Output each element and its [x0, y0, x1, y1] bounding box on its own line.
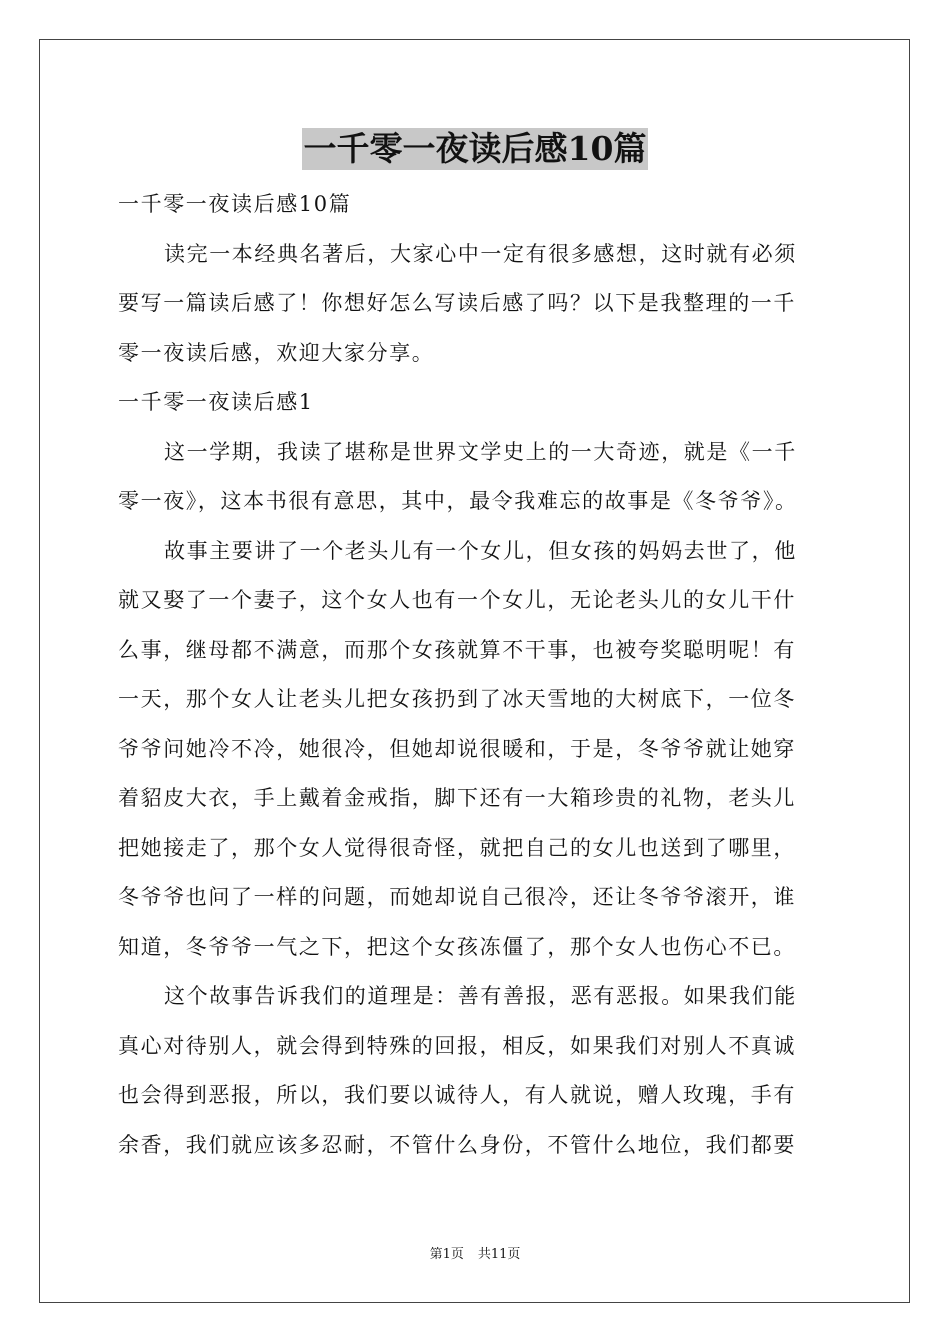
paragraph-line: 真心对待别人，就会得到特殊的回报，相反，如果我们对别人不真诚	[118, 1033, 796, 1058]
paragraph-line: 故事主要讲了一个老头儿有一个女儿，但女孩的妈妈去世了，他	[164, 538, 797, 563]
document-title: 一千零一夜读后感10篇	[303, 129, 647, 168]
subtitle: 一千零一夜读后感10篇	[118, 192, 352, 216]
paragraph-line: 读完一本经典名著后，大家心中一定有很多感想，这时就有必须	[164, 241, 797, 266]
paragraph-line: 爷爷问她冷不冷，她很冷，但她却说很暖和，于是，冬爷爷就让她穿	[118, 736, 796, 761]
section-heading: 一千零一夜读后感1	[118, 390, 314, 414]
paragraph-line: 冬爷爷也问了一样的问题，而她却说自己很冷，还让冬爷爷滚开，谁	[118, 885, 796, 909]
paragraph-line: 也会得到恶报，所以，我们要以诚待人，有人就说，赠人玫瑰，手有	[118, 1083, 796, 1107]
title-area	[0, 128, 950, 170]
paragraph-line: 就又娶了一个妻子，这个女人也有一个女儿，无论老头儿的女儿干什	[118, 588, 796, 612]
paragraph-line: 要写一篇读后感了！你想好怎么写读后感了吗？以下是我整理的一千	[118, 291, 796, 315]
page-number: 第1页	[429, 1247, 464, 1262]
paragraph-line: 着貂皮大衣，手上戴着金戒指，脚下还有一大箱珍贵的礼物，老头儿	[118, 786, 796, 810]
paragraph-line: 余香，我们就应该多忍耐，不管什么身份，不管什么地位，我们都要	[118, 1132, 796, 1157]
paragraph-line: 知道，冬爷爷一气之下，把这个女孩冻僵了，那个女人也伤心不已。	[118, 934, 796, 959]
page-total: 共11页	[477, 1247, 521, 1262]
paragraph-line: 么事，继母都不满意，而那个女孩就算不干事，也被夸奖聪明呢！有	[118, 637, 796, 662]
paragraph-line: 这一学期，我读了堪称是世界文学史上的一大奇迹，就是《一千	[164, 439, 797, 464]
paragraph-line: 一天，那个女人让老头儿把女孩扔到了冰天雪地的大树底下，一位冬	[118, 687, 796, 711]
paragraph-line: 这个故事告诉我们的道理是：善有善报，恶有恶报。如果我们能	[164, 984, 797, 1008]
document-body	[118, 180, 834, 1170]
paragraph-line: 零一夜读后感，欢迎大家分享。	[118, 340, 435, 365]
paragraph-line: 零一夜》，这本书很有意思，其中，最令我难忘的故事是《冬爷爷》。	[118, 489, 798, 513]
page-footer	[0, 1246, 950, 1264]
paragraph-line: 把她接走了，那个女人觉得很奇怪，就把自己的女儿也送到了哪里，	[118, 835, 796, 860]
